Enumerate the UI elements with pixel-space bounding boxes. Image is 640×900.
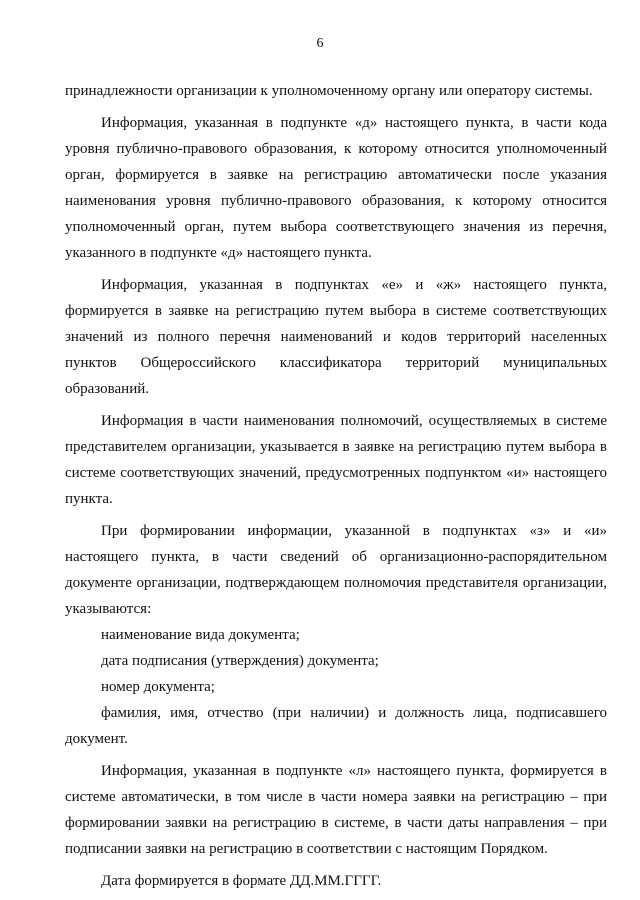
document-body [65,78,607,900]
paragraph-territories: Информация, указанная в подпунктах «е» и «ж» настоящего пункта, формируется в заявке на регистрацию путем выбора в системе соответствующих значений из полного перечня наименований и кодов территорий населенных пунктов Общероссийского классификатора территорий муниципальных образований. [65,277,607,397]
list-item-document-number: номер документа; [101,679,215,695]
paragraph-automatic: Информация, указанная в подпункте «л» настоящего пункта, формируется в системе автоматически, в том числе в части номера заявки на регистрацию – при формировании заявки на регистрацию в системе, в части даты направления – при подписании заявки на регистрацию в соответствии с настоящим Порядком. [65,763,607,857]
paragraph-date-format: Дата формируется в формате ДД.ММ.ГГГГ. [101,873,382,889]
list-item-signing-date: дата подписания (утверждения) документа; [101,653,379,669]
paragraph-code-level: Информация, указанная в подпункте «д» настоящего пункта, в части кода уровня публично-правового образования, к которому относится уполномоченный орган, формируется в заявке на регистрацию автоматически после указания наименования уровня публично-правового образования, к которому относится уполномоченный орган, путем выбора соответствующего значения из перечня, указанного в подпункте «д» настоящего пункта. [65,115,607,261]
paragraph-document-info: При формировании информации, указанной в подпунктах «з» и «и» настоящего пункта, в части сведений об организационно-распорядительном документе организации, подтверждающем полномочия представителя организации, указываются: [65,523,607,617]
page-number: 6 [316,36,324,51]
list-item-document-type: наименование вида документа; [101,627,300,643]
paragraph-powers: Информация в части наименования полномочий, осуществляемых в системе представителем организации, указывается в заявке на регистрацию путем выбора в системе соответствующих значений, предусмотренных подпунктом «и» настоящего пункта. [65,413,607,507]
paragraph-continuation: принадлежности организации к уполномоченному органу или оператору системы. [65,83,593,99]
list-item-signer: фамилия, имя, отчество (при наличии) и должность лица, подписавшего документ. [65,705,607,747]
